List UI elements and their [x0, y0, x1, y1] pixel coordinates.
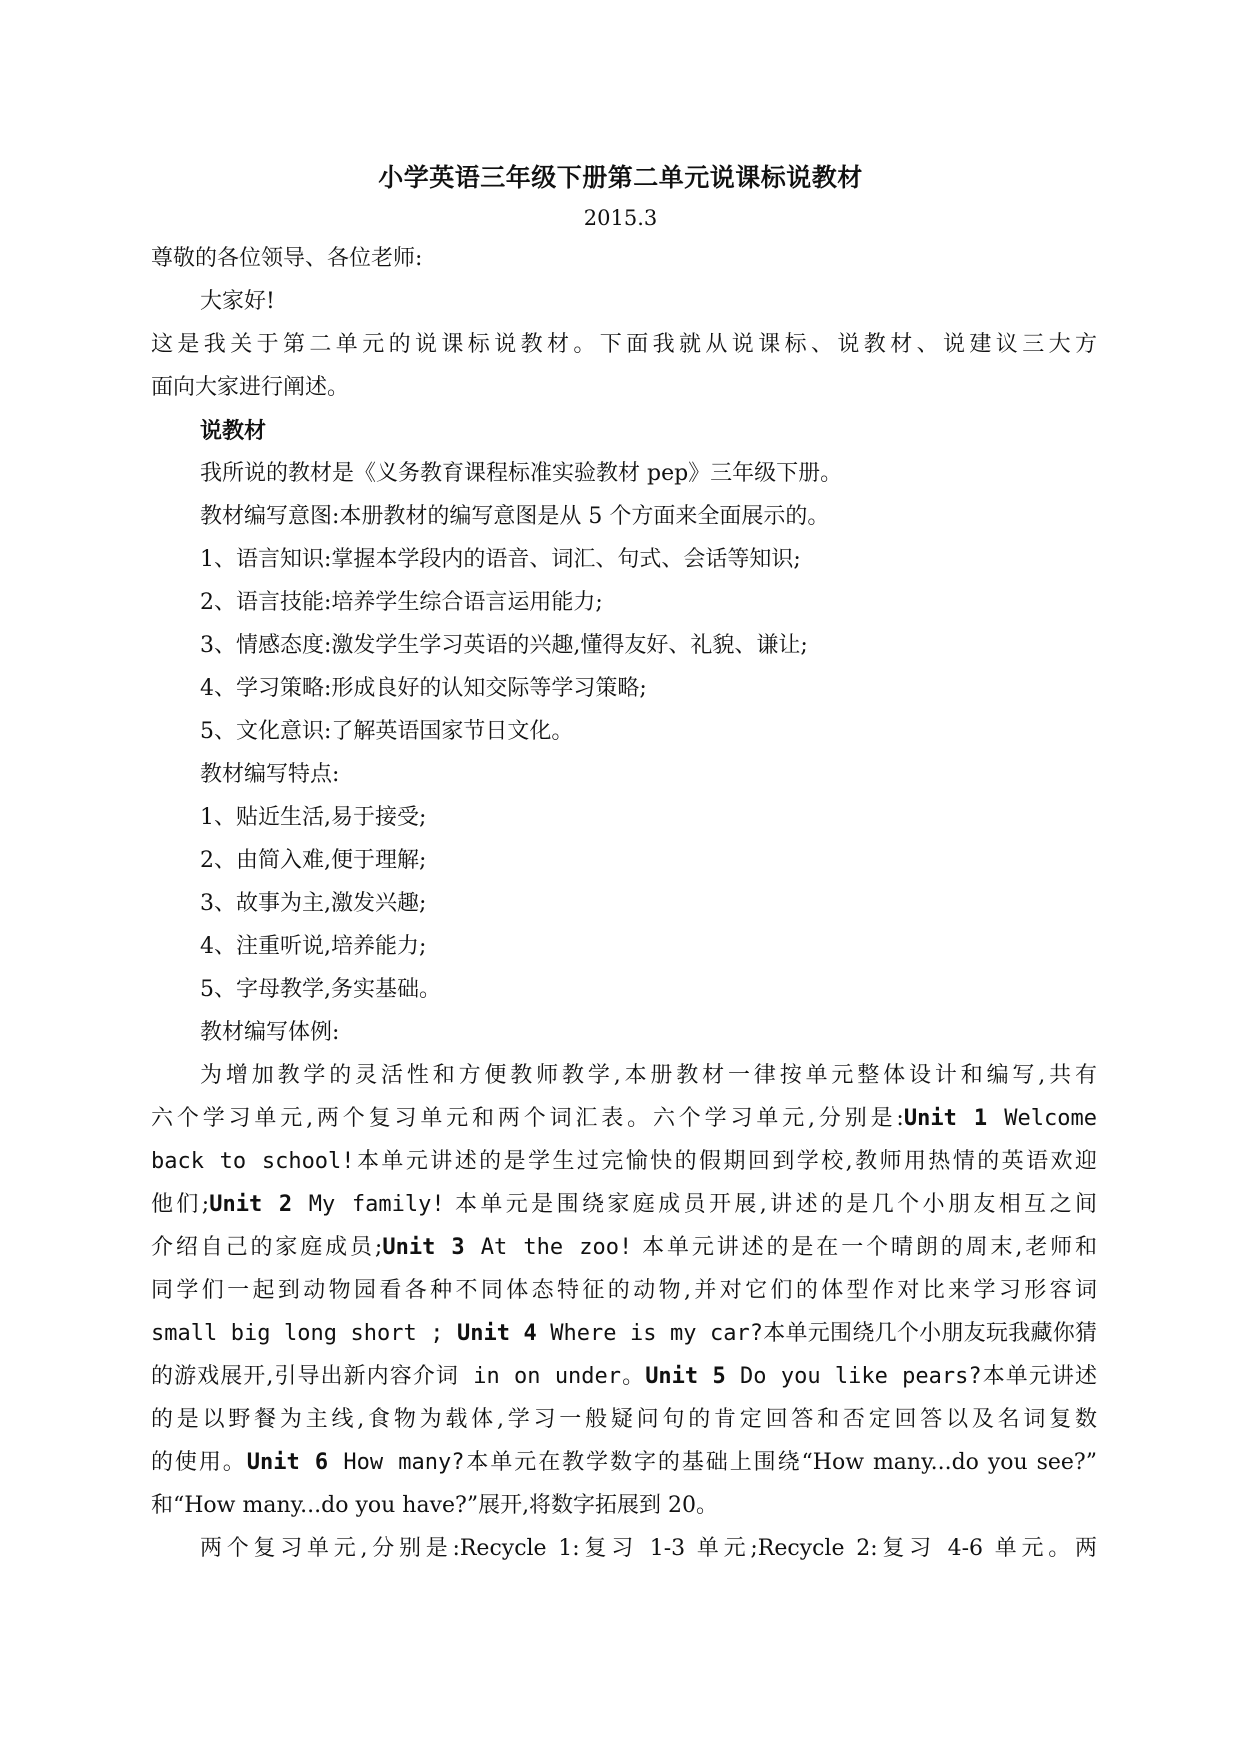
- para-line-6: 同学们一起到动物园看各种不同体态特征的动物,并对它们的体型作对比来学习形容词: [151, 1278, 1097, 1303]
- para-line-8: [151, 1362, 1097, 1392]
- para-text: 六个学习单元,两个复习单元和两个词汇表。六个学习单元,分别是:: [151, 1106, 904, 1131]
- unit-title: At the zoo!: [464, 1235, 633, 1260]
- para-line-10: [151, 1448, 1097, 1478]
- para-text: 的使用。: [151, 1450, 247, 1475]
- unit-label: Unit 4: [443, 1321, 537, 1346]
- para-text: 。: [621, 1364, 646, 1389]
- intro-line-2: 面向大家进行阐述。: [151, 375, 350, 400]
- unit-label: Unit 3: [382, 1235, 465, 1260]
- list-item: 1、语言知识:掌握本学段内的语音、词汇、句式、会话等知识;: [200, 547, 801, 572]
- para-line-9: 的是以野餐为主线,食物为载体,学习一般疑问句的肯定回答和否定回答以及名词复数: [151, 1407, 1097, 1432]
- features-heading: 教材编写特点:: [200, 762, 340, 787]
- intro-line-1: 这是我关于第二单元的说课标说教材。下面我就从说课标、说教材、说建议三大方: [151, 332, 1097, 357]
- para-line-5: [151, 1233, 1097, 1263]
- style-heading: 教材编写体例:: [200, 1020, 340, 1045]
- para-line-11: 和“How many...do you have?”展开,将数字拓展到 20。: [151, 1493, 719, 1518]
- para-text: 介绍自己的家庭成员;: [151, 1235, 383, 1260]
- list-item: 2、由简入难,便于理解;: [200, 848, 427, 873]
- para-text: 本单元讲述: [981, 1364, 1097, 1389]
- unit-label: Unit 5: [645, 1364, 726, 1389]
- document-date: 2015.3: [583, 206, 658, 230]
- para-text: 他们;: [151, 1192, 210, 1217]
- para-line-2: [151, 1104, 1097, 1134]
- greeting: 尊敬的各位领导、各位老师:: [151, 246, 423, 271]
- document-title: 小学英语三年级下册第二单元说课标说教材: [378, 163, 863, 192]
- unit-label: Unit 1: [903, 1106, 988, 1131]
- list-item: 2、语言技能:培养学生综合语言运用能力;: [200, 590, 603, 615]
- unit-title: Welcome: [987, 1106, 1097, 1131]
- para-text: 本单元讲述的是学生过完愉快的假期回到学校,教师用热情的英语欢迎: [354, 1149, 1097, 1174]
- para-text: in on under: [458, 1364, 622, 1389]
- unit-title: back to school!: [151, 1149, 355, 1174]
- para-line-7: [151, 1319, 1097, 1349]
- list-item: 4、学习策略:形成良好的认知交际等学习策略;: [200, 676, 647, 701]
- para-line-4: [151, 1190, 1097, 1220]
- para-text: 本单元是围绕家庭成员开展,讲述的是几个小朋友相互之间: [444, 1192, 1097, 1217]
- unit-title: How many?: [328, 1450, 465, 1475]
- unit-title: Where is my car?: [536, 1321, 763, 1346]
- list-item: 3、故事为主,激发兴趣;: [200, 891, 427, 916]
- unit-title: Do you like pears?: [725, 1364, 982, 1389]
- hello: 大家好!: [200, 289, 275, 314]
- para-line-1: 为增加教学的灵活性和方便教师教学,本册教材一律按单元整体设计和编写,共有: [200, 1063, 1097, 1088]
- para-text: 本单元讲述的是在一个晴朗的周末,老师和: [632, 1235, 1097, 1260]
- para-text: 的游戏展开,引导出新内容介词: [151, 1364, 459, 1389]
- textbook-line: 我所说的教材是《义务教育课程标准实验教材 pep》三年级下册。: [200, 461, 843, 486]
- unit-label: Unit 6: [246, 1450, 329, 1475]
- para-line-3: [151, 1147, 1097, 1177]
- unit-title: My family!: [292, 1192, 445, 1217]
- review-line: 两个复习单元,分别是:Recycle 1:复习 1-3 单元;Recycle 2:复习 4-6 单元。两: [200, 1536, 1097, 1561]
- para-text: small big long short ;: [151, 1321, 444, 1346]
- unit-label: Unit 2: [209, 1192, 293, 1217]
- list-item: 3、情感态度:激发学生学习英语的兴趣,懂得友好、礼貌、谦让;: [200, 633, 808, 658]
- list-item: 5、文化意识:了解英语国家节日文化。: [200, 719, 574, 744]
- section-heading: 说教材: [200, 418, 267, 444]
- list-item: 5、字母教学,务实基础。: [200, 977, 441, 1002]
- para-text: 本单元围绕几个小朋友玩我藏你猜: [762, 1321, 1097, 1346]
- list-item: 1、贴近生活,易于接受;: [200, 805, 427, 830]
- list-item: 4、注重听说,培养能力;: [200, 934, 427, 959]
- para-text: 本单元在教学数字的基础上围绕“How many...do you see?”: [464, 1450, 1097, 1475]
- intent-heading: 教材编写意图:本册教材的编写意图是从 5 个方面来全面展示的。: [200, 504, 830, 529]
